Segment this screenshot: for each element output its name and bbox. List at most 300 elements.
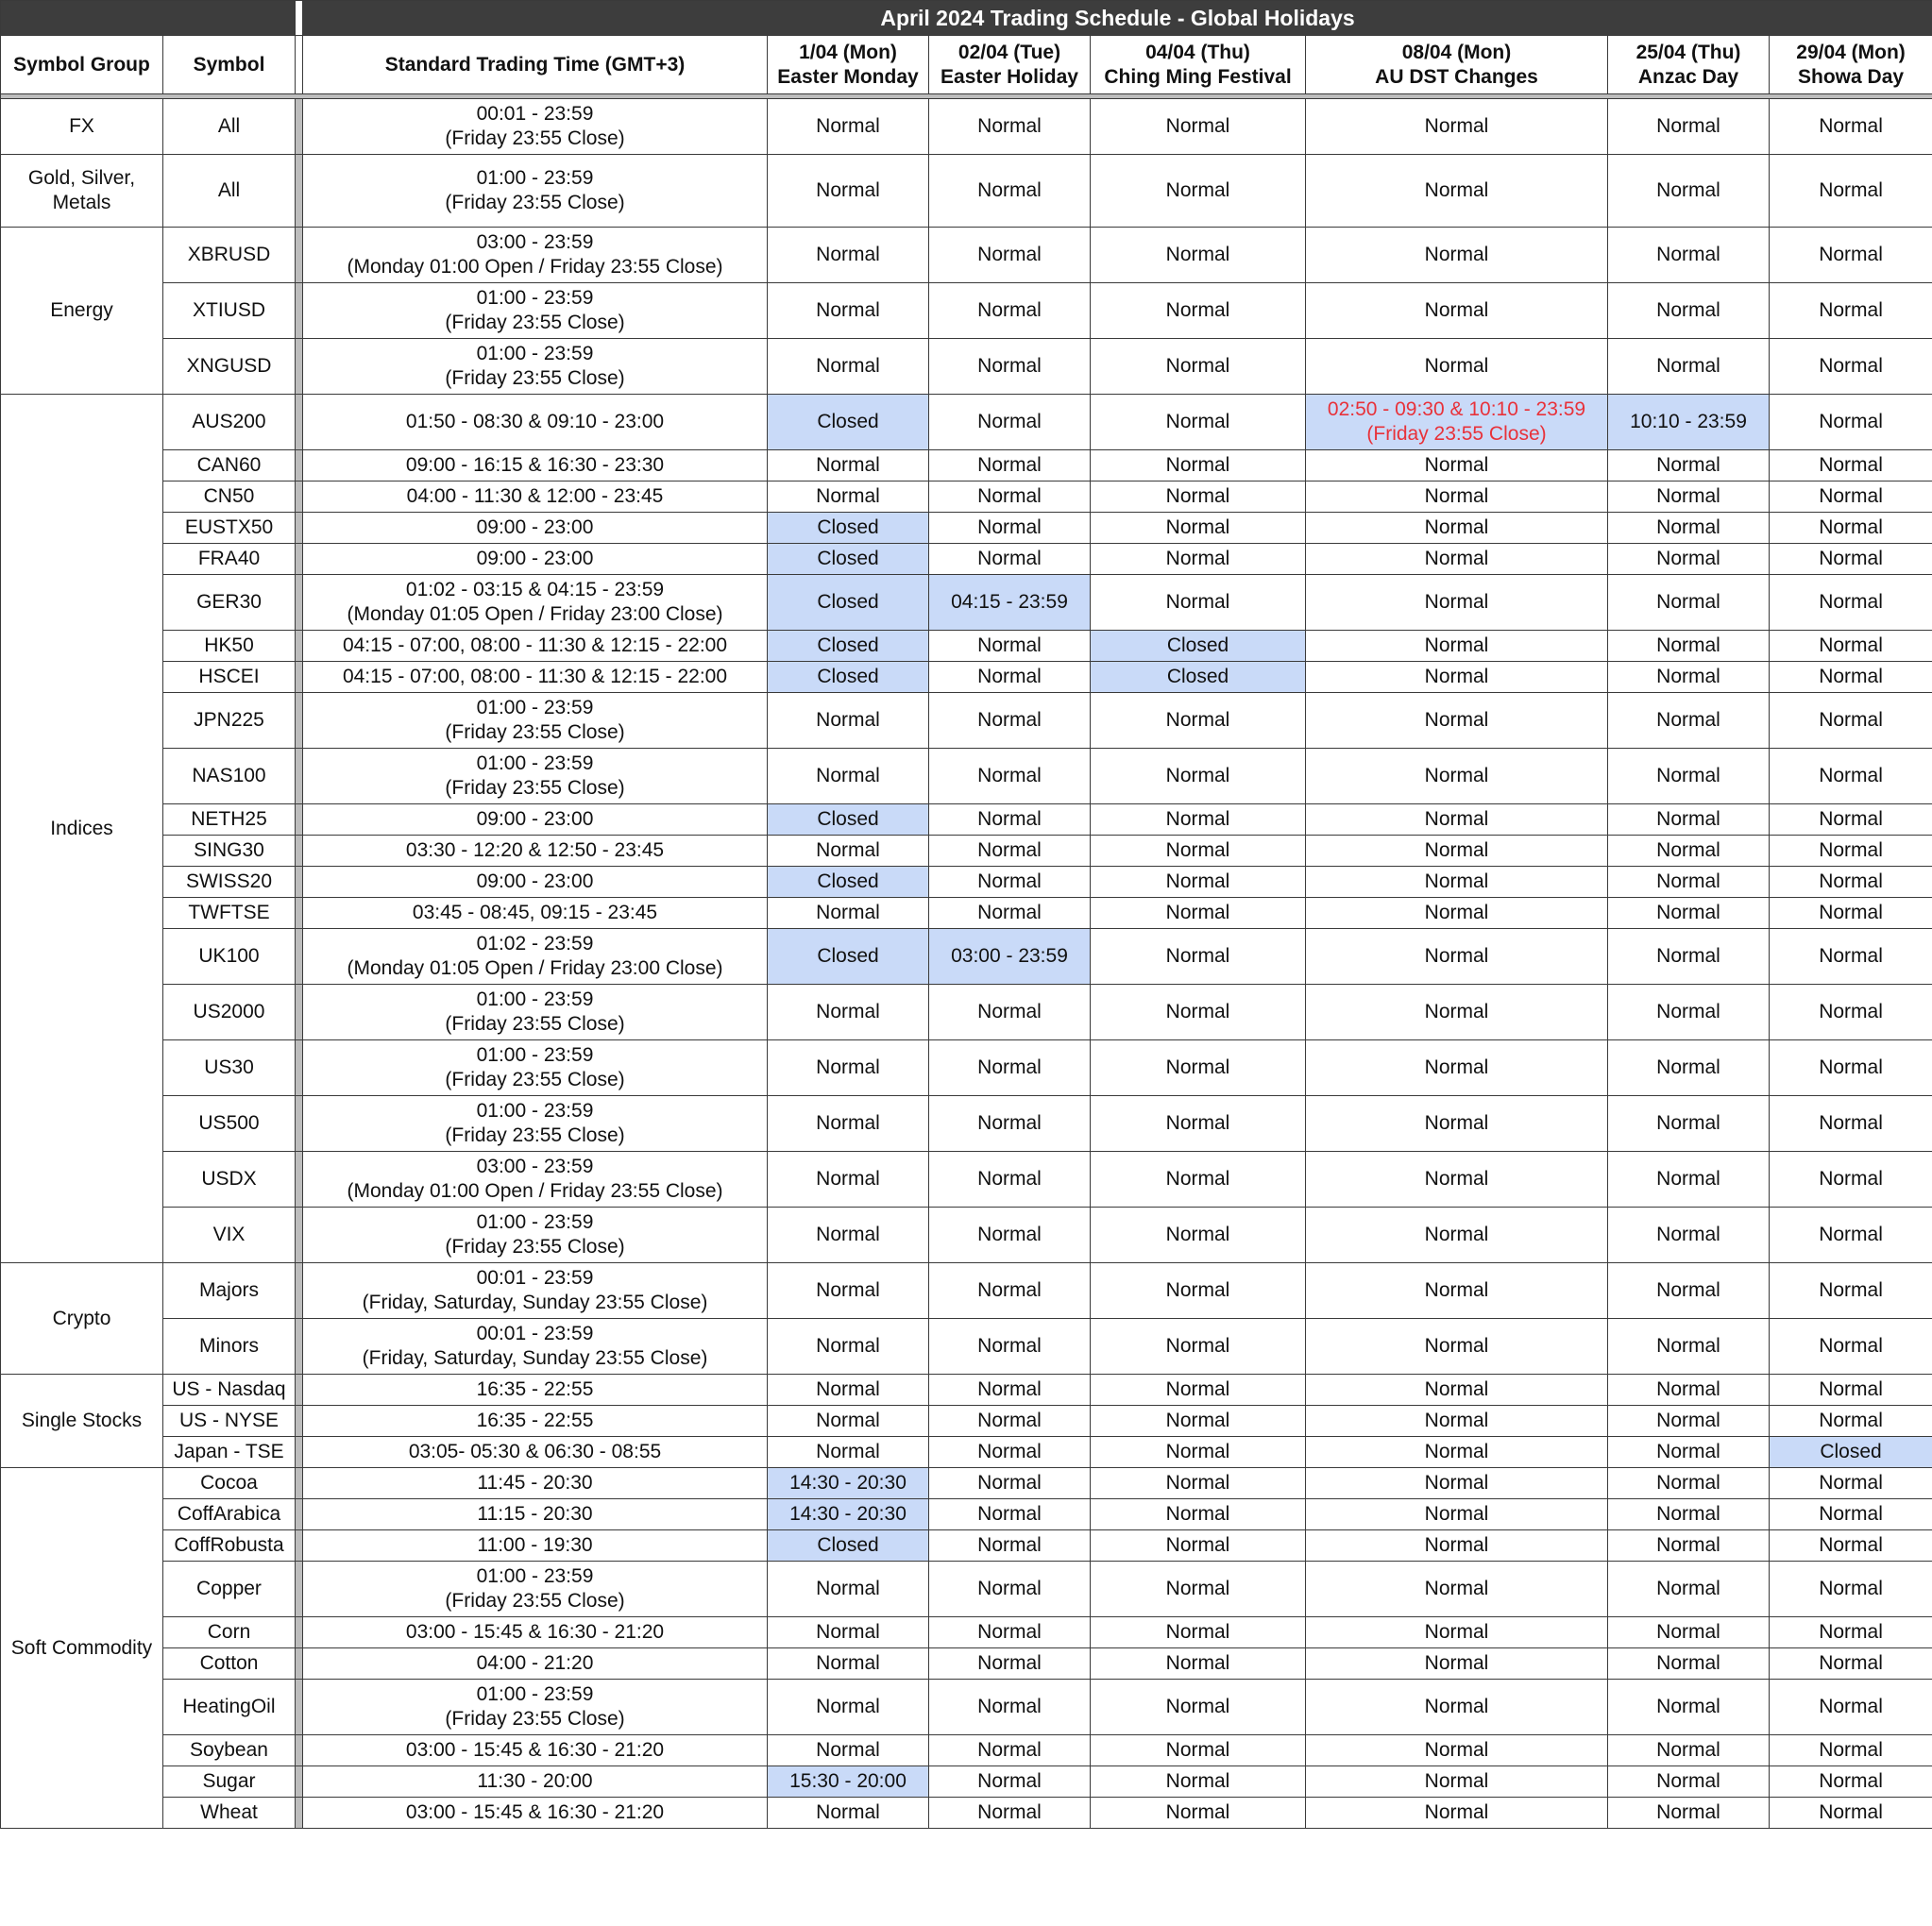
table-row bbox=[1, 1617, 1932, 1648]
day-status-cell: Normal bbox=[1770, 1152, 1932, 1208]
day-status-cell: Normal bbox=[768, 450, 929, 482]
day-status-cell: Normal bbox=[768, 228, 929, 283]
day-status-cell: Normal bbox=[768, 1680, 929, 1735]
column-separator bbox=[296, 836, 303, 867]
day-status-cell: Normal bbox=[1770, 283, 1932, 339]
day-status-cell: Normal bbox=[1770, 155, 1932, 228]
column-separator bbox=[296, 450, 303, 482]
symbol-cell: SING30 bbox=[163, 836, 296, 867]
day-status-cell: Normal bbox=[929, 662, 1091, 693]
header-day-holiday: Easter Monday bbox=[777, 65, 919, 88]
standard-time-cell bbox=[303, 1319, 768, 1375]
table-row bbox=[1, 693, 1932, 749]
column-separator bbox=[296, 1263, 303, 1319]
day-status-cell: Normal bbox=[1608, 929, 1770, 985]
standard-time-cell: 09:00 - 23:00 bbox=[303, 513, 768, 544]
day-status-cell: Normal bbox=[1608, 1798, 1770, 1829]
column-separator bbox=[296, 513, 303, 544]
day-status-cell: Normal bbox=[1608, 228, 1770, 283]
symbol-cell: Wheat bbox=[163, 1798, 296, 1829]
cell-line: (Friday 23:55 Close) bbox=[1366, 423, 1547, 445]
table-row bbox=[1, 804, 1932, 836]
header-day-3 bbox=[1091, 36, 1306, 94]
day-status-cell: Normal bbox=[1770, 99, 1932, 155]
day-status-cell: Closed bbox=[768, 867, 929, 898]
day-status-cell: Normal bbox=[1608, 662, 1770, 693]
cell-line: (Monday 01:00 Open / Friday 23:55 Close) bbox=[347, 1180, 723, 1202]
day-status-cell: Normal bbox=[1306, 1648, 1608, 1680]
day-status-cell: Normal bbox=[1306, 99, 1608, 155]
day-status-cell: Normal bbox=[1306, 1735, 1608, 1766]
day-status-cell: Normal bbox=[1770, 1766, 1932, 1798]
day-status-cell: Normal bbox=[1091, 482, 1306, 513]
day-status-cell: Normal bbox=[1770, 513, 1932, 544]
header-day-2 bbox=[929, 36, 1091, 94]
column-separator bbox=[296, 155, 303, 228]
day-status-cell: Normal bbox=[1608, 99, 1770, 155]
column-header-row bbox=[1, 36, 1932, 94]
column-separator bbox=[296, 804, 303, 836]
table-row bbox=[1, 99, 1932, 155]
symbol-cell: HK50 bbox=[163, 631, 296, 662]
day-status-cell: Normal bbox=[1306, 1499, 1608, 1530]
table-row bbox=[1, 283, 1932, 339]
cell-line: (Friday 23:55 Close) bbox=[445, 1590, 625, 1612]
day-status-cell: Normal bbox=[1091, 1798, 1306, 1829]
day-status-cell: Normal bbox=[1306, 929, 1608, 985]
symbol-cell: NETH25 bbox=[163, 804, 296, 836]
column-separator bbox=[296, 339, 303, 395]
day-status-cell: 15:30 - 20:00 bbox=[768, 1766, 929, 1798]
day-status-cell: Normal bbox=[1091, 1617, 1306, 1648]
day-status-cell: Normal bbox=[1091, 929, 1306, 985]
header-day-6 bbox=[1770, 36, 1932, 94]
day-status-cell: Normal bbox=[1608, 867, 1770, 898]
day-status-cell: Normal bbox=[929, 631, 1091, 662]
day-status-cell: Normal bbox=[1770, 836, 1932, 867]
day-status-cell: Normal bbox=[1091, 1096, 1306, 1152]
day-status-cell: Normal bbox=[1608, 804, 1770, 836]
day-status-cell: Normal bbox=[929, 749, 1091, 804]
day-status-cell: Normal bbox=[1608, 1680, 1770, 1735]
symbol-cell: All bbox=[163, 155, 296, 228]
table-row bbox=[1, 1766, 1932, 1798]
day-status-cell: Normal bbox=[1306, 339, 1608, 395]
table-row bbox=[1, 749, 1932, 804]
day-status-cell: Normal bbox=[1608, 1040, 1770, 1096]
table-row bbox=[1, 1208, 1932, 1263]
day-status-cell: Normal bbox=[1608, 1617, 1770, 1648]
day-status-cell: Normal bbox=[1608, 283, 1770, 339]
standard-time-cell bbox=[303, 155, 768, 228]
day-status-cell: 14:30 - 20:30 bbox=[768, 1499, 929, 1530]
day-status-cell: Normal bbox=[929, 1437, 1091, 1468]
day-status-cell: Normal bbox=[1306, 1437, 1608, 1468]
day-status-cell: Normal bbox=[1608, 1530, 1770, 1562]
day-status-cell: Normal bbox=[1608, 1208, 1770, 1263]
day-status-cell: Normal bbox=[1608, 1562, 1770, 1617]
day-status-cell: Closed bbox=[1091, 662, 1306, 693]
day-status-cell: Normal bbox=[929, 283, 1091, 339]
symbol-cell: CoffArabica bbox=[163, 1499, 296, 1530]
standard-time-cell: 16:35 - 22:55 bbox=[303, 1406, 768, 1437]
day-status-cell: Normal bbox=[929, 1680, 1091, 1735]
table-row bbox=[1, 450, 1932, 482]
column-separator bbox=[296, 575, 303, 631]
standard-time-cell bbox=[303, 99, 768, 155]
day-status-cell: 10:10 - 23:59 bbox=[1608, 395, 1770, 450]
cell-line: 03:00 - 23:59 bbox=[476, 1156, 594, 1177]
day-status-cell: Normal bbox=[1608, 450, 1770, 482]
symbol-cell: Majors bbox=[163, 1263, 296, 1319]
standard-time-cell: 03:00 - 15:45 & 16:30 - 21:20 bbox=[303, 1735, 768, 1766]
day-status-cell: Normal bbox=[1091, 99, 1306, 155]
day-status-cell: Normal bbox=[768, 693, 929, 749]
day-status-cell: Normal bbox=[1091, 228, 1306, 283]
day-status-cell: Normal bbox=[1306, 662, 1608, 693]
standard-time-cell bbox=[303, 1208, 768, 1263]
cell-line: 00:01 - 23:59 bbox=[476, 1267, 594, 1289]
day-status-cell: Normal bbox=[1770, 1040, 1932, 1096]
day-status-cell: Normal bbox=[1306, 482, 1608, 513]
standard-time-cell: 09:00 - 23:00 bbox=[303, 544, 768, 575]
day-status-cell: Normal bbox=[768, 1319, 929, 1375]
table-row bbox=[1, 1096, 1932, 1152]
day-status-cell: Normal bbox=[768, 1208, 929, 1263]
day-status-cell: Normal bbox=[1770, 804, 1932, 836]
column-separator bbox=[296, 395, 303, 450]
standard-time-cell: 11:30 - 20:00 bbox=[303, 1766, 768, 1798]
standard-time-cell bbox=[303, 228, 768, 283]
cell-line: 01:00 - 23:59 bbox=[476, 287, 594, 309]
cell-line: 01:00 - 23:59 bbox=[476, 167, 594, 189]
day-status-cell: Normal bbox=[1608, 1096, 1770, 1152]
day-status-cell: Normal bbox=[1608, 1375, 1770, 1406]
symbol-cell: XBRUSD bbox=[163, 228, 296, 283]
day-status-cell: Normal bbox=[1306, 450, 1608, 482]
symbol-cell: XNGUSD bbox=[163, 339, 296, 395]
day-status-cell: Closed bbox=[768, 631, 929, 662]
header-day-date: 29/04 (Mon) bbox=[1796, 41, 1906, 63]
symbol-cell: US - NYSE bbox=[163, 1406, 296, 1437]
day-status-cell: Normal bbox=[929, 693, 1091, 749]
column-separator bbox=[296, 631, 303, 662]
table-row bbox=[1, 1437, 1932, 1468]
day-status-cell: Normal bbox=[1306, 1096, 1608, 1152]
day-status-cell: Normal bbox=[1770, 482, 1932, 513]
day-status-cell: Normal bbox=[1306, 1152, 1608, 1208]
day-status-cell: Normal bbox=[1306, 693, 1608, 749]
day-status-cell: Normal bbox=[1770, 395, 1932, 450]
day-status-cell: Closed bbox=[768, 804, 929, 836]
day-status-cell: Normal bbox=[1608, 836, 1770, 867]
day-status-cell: Normal bbox=[1770, 749, 1932, 804]
day-status-cell: Normal bbox=[1306, 283, 1608, 339]
table-row bbox=[1, 155, 1932, 228]
table-row bbox=[1, 544, 1932, 575]
day-status-cell: Normal bbox=[1306, 836, 1608, 867]
day-status-cell: Normal bbox=[1770, 575, 1932, 631]
day-status-cell: 14:30 - 20:30 bbox=[768, 1468, 929, 1499]
cell-line: (Monday 01:05 Open / Friday 23:00 Close) bbox=[347, 603, 723, 625]
cell-line: (Friday 23:55 Close) bbox=[445, 312, 625, 333]
day-status-cell: Normal bbox=[1770, 1468, 1932, 1499]
day-status-cell: Normal bbox=[929, 1735, 1091, 1766]
day-status-cell: Normal bbox=[1306, 1375, 1608, 1406]
day-status-cell: Normal bbox=[1770, 1499, 1932, 1530]
day-status-cell: Normal bbox=[929, 804, 1091, 836]
standard-time-cell bbox=[303, 1096, 768, 1152]
day-status-cell: Normal bbox=[1306, 1798, 1608, 1829]
day-status-cell: Normal bbox=[929, 1406, 1091, 1437]
day-status-cell: Normal bbox=[1091, 898, 1306, 929]
table-row bbox=[1, 836, 1932, 867]
day-status-cell: Normal bbox=[1770, 1530, 1932, 1562]
cell-line: 01:02 - 03:15 & 04:15 - 23:59 bbox=[405, 579, 665, 600]
standard-time-cell: 04:15 - 07:00, 08:00 - 11:30 & 12:15 - 22:00 bbox=[303, 662, 768, 693]
day-status-cell: Normal bbox=[1091, 544, 1306, 575]
cell-line: (Friday 23:55 Close) bbox=[445, 127, 625, 149]
day-status-cell: Normal bbox=[1306, 1040, 1608, 1096]
cell-line: (Friday 23:55 Close) bbox=[445, 721, 625, 743]
day-status-cell: Normal bbox=[1770, 1208, 1932, 1263]
table-row bbox=[1, 1798, 1932, 1829]
day-status-cell: Normal bbox=[1770, 693, 1932, 749]
column-separator bbox=[296, 36, 303, 94]
symbol-cell: Soybean bbox=[163, 1735, 296, 1766]
symbol-group-cell: Indices bbox=[1, 395, 163, 1263]
cell-line: 00:01 - 23:59 bbox=[476, 103, 594, 125]
day-status-cell: Normal bbox=[929, 1208, 1091, 1263]
day-status-cell: Normal bbox=[1091, 1208, 1306, 1263]
table-row bbox=[1, 1040, 1932, 1096]
table-row bbox=[1, 1499, 1932, 1530]
symbol-cell: CoffRobusta bbox=[163, 1530, 296, 1562]
day-status-cell: Normal bbox=[1091, 1680, 1306, 1735]
day-status-cell: Normal bbox=[1608, 1319, 1770, 1375]
column-separator bbox=[296, 1468, 303, 1499]
symbol-cell: AUS200 bbox=[163, 395, 296, 450]
symbol-cell: FRA40 bbox=[163, 544, 296, 575]
cell-line: (Friday 23:55 Close) bbox=[445, 1124, 625, 1146]
column-separator bbox=[296, 662, 303, 693]
cell-line: (Friday 23:55 Close) bbox=[445, 1236, 625, 1258]
day-status-cell: Normal bbox=[1770, 544, 1932, 575]
day-status-cell: Normal bbox=[1091, 1562, 1306, 1617]
table-row bbox=[1, 395, 1932, 450]
day-status-cell: Normal bbox=[1091, 1375, 1306, 1406]
standard-time-cell bbox=[303, 693, 768, 749]
column-separator bbox=[296, 1375, 303, 1406]
day-status-cell: Normal bbox=[929, 985, 1091, 1040]
cell-line: Gold, Silver, bbox=[27, 167, 136, 189]
table-row bbox=[1, 1375, 1932, 1406]
column-separator bbox=[296, 1735, 303, 1766]
day-status-cell: Normal bbox=[1091, 749, 1306, 804]
cell-line: Metals bbox=[52, 192, 111, 213]
day-status-cell: Normal bbox=[1091, 867, 1306, 898]
standard-time-cell bbox=[303, 1263, 768, 1319]
standard-time-cell bbox=[303, 749, 768, 804]
column-separator bbox=[296, 929, 303, 985]
column-separator bbox=[296, 1208, 303, 1263]
symbol-cell: Copper bbox=[163, 1562, 296, 1617]
column-separator bbox=[296, 1562, 303, 1617]
symbol-cell: US500 bbox=[163, 1096, 296, 1152]
day-status-cell: Normal bbox=[1608, 693, 1770, 749]
symbol-cell: HSCEI bbox=[163, 662, 296, 693]
header-day-date: 08/04 (Mon) bbox=[1401, 41, 1512, 63]
column-separator bbox=[296, 1437, 303, 1468]
header-day-date: 25/04 (Thu) bbox=[1635, 41, 1741, 63]
day-status-cell: Normal bbox=[1091, 575, 1306, 631]
cell-line: (Friday, Saturday, Sunday 23:55 Close) bbox=[362, 1347, 708, 1369]
symbol-cell: VIX bbox=[163, 1208, 296, 1263]
standard-time-cell bbox=[303, 985, 768, 1040]
symbol-cell: Japan - TSE bbox=[163, 1437, 296, 1468]
cell-line: (Friday, Saturday, Sunday 23:55 Close) bbox=[362, 1292, 708, 1313]
symbol-cell: Cocoa bbox=[163, 1468, 296, 1499]
day-status-cell: Normal bbox=[1608, 1263, 1770, 1319]
title-row bbox=[1, 1, 1932, 36]
day-status-cell: Normal bbox=[1306, 155, 1608, 228]
column-separator bbox=[296, 1530, 303, 1562]
column-separator bbox=[296, 749, 303, 804]
day-status-cell: Normal bbox=[768, 836, 929, 867]
day-status-cell: Closed bbox=[768, 929, 929, 985]
day-status-cell: 04:15 - 23:59 bbox=[929, 575, 1091, 631]
cell-line: 01:00 - 23:59 bbox=[476, 1044, 594, 1066]
table-row bbox=[1, 929, 1932, 985]
day-status-cell: Normal bbox=[1770, 898, 1932, 929]
day-status-cell: Closed bbox=[1091, 631, 1306, 662]
symbol-cell: SWISS20 bbox=[163, 867, 296, 898]
table-row bbox=[1, 1680, 1932, 1735]
day-status-cell: Normal bbox=[1770, 1263, 1932, 1319]
table-row bbox=[1, 898, 1932, 929]
day-status-cell: Normal bbox=[1770, 1648, 1932, 1680]
day-status-cell: Closed bbox=[768, 575, 929, 631]
day-status-cell: Normal bbox=[929, 898, 1091, 929]
symbol-group-cell bbox=[1, 155, 163, 228]
standard-time-cell: 03:45 - 08:45, 09:15 - 23:45 bbox=[303, 898, 768, 929]
title-blank bbox=[1, 1, 296, 36]
standard-time-cell: 16:35 - 22:55 bbox=[303, 1375, 768, 1406]
day-status-cell: Normal bbox=[1770, 1562, 1932, 1617]
day-status-cell: Normal bbox=[1608, 749, 1770, 804]
schedule-body bbox=[1, 99, 1932, 1829]
day-status-cell: Normal bbox=[1306, 1766, 1608, 1798]
day-status-cell: Normal bbox=[929, 1766, 1091, 1798]
day-status-cell: Normal bbox=[1608, 1766, 1770, 1798]
day-status-cell: Normal bbox=[1608, 1437, 1770, 1468]
day-status-cell: Normal bbox=[1091, 985, 1306, 1040]
header-day-holiday: Anzac Day bbox=[1637, 65, 1739, 88]
cell-line: 01:00 - 23:59 bbox=[476, 1100, 594, 1122]
column-separator bbox=[296, 1680, 303, 1735]
day-status-cell: Normal bbox=[1306, 749, 1608, 804]
cell-line: 01:00 - 23:59 bbox=[476, 752, 594, 774]
day-status-cell: Normal bbox=[929, 867, 1091, 898]
header-day-date: 04/04 (Thu) bbox=[1145, 41, 1250, 63]
day-status-cell: Normal bbox=[1770, 1798, 1932, 1829]
column-separator bbox=[296, 1499, 303, 1530]
symbol-cell: Sugar bbox=[163, 1766, 296, 1798]
day-status-cell: Normal bbox=[1608, 482, 1770, 513]
day-status-cell: Normal bbox=[929, 836, 1091, 867]
day-status-cell: Normal bbox=[1306, 1530, 1608, 1562]
page-title: April 2024 Trading Schedule - Global Holidays bbox=[303, 1, 1932, 36]
day-status-cell: Normal bbox=[768, 99, 929, 155]
day-status-cell: Normal bbox=[1608, 1648, 1770, 1680]
header-day-1 bbox=[768, 36, 929, 94]
day-status-cell: Normal bbox=[929, 1096, 1091, 1152]
day-status-cell: Normal bbox=[768, 1040, 929, 1096]
day-status-cell: Normal bbox=[1770, 450, 1932, 482]
day-status-cell: Normal bbox=[1608, 575, 1770, 631]
day-status-cell: Closed bbox=[768, 1530, 929, 1562]
symbol-cell: CAN60 bbox=[163, 450, 296, 482]
cell-line: 01:00 - 23:59 bbox=[476, 1565, 594, 1587]
standard-time-cell: 09:00 - 23:00 bbox=[303, 867, 768, 898]
day-status-cell: Normal bbox=[1091, 1437, 1306, 1468]
standard-time-cell: 11:00 - 19:30 bbox=[303, 1530, 768, 1562]
standard-time-cell: 04:00 - 21:20 bbox=[303, 1648, 768, 1680]
cell-line: (Friday 23:55 Close) bbox=[445, 1013, 625, 1035]
day-status-cell: Normal bbox=[1770, 339, 1932, 395]
cell-line: 00:01 - 23:59 bbox=[476, 1323, 594, 1344]
day-status-cell: Normal bbox=[1608, 898, 1770, 929]
symbol-group-cell: Single Stocks bbox=[1, 1375, 163, 1468]
cell-line: 01:00 - 23:59 bbox=[476, 1211, 594, 1233]
cell-line: 01:00 - 23:59 bbox=[476, 1683, 594, 1705]
standard-time-cell: 09:00 - 23:00 bbox=[303, 804, 768, 836]
standard-time-cell: 09:00 - 16:15 & 16:30 - 23:30 bbox=[303, 450, 768, 482]
header-day-5 bbox=[1608, 36, 1770, 94]
day-status-cell: Closed bbox=[768, 513, 929, 544]
cell-line: (Monday 01:05 Open / Friday 23:00 Close) bbox=[347, 957, 723, 979]
day-status-cell: Normal bbox=[1770, 631, 1932, 662]
cell-line: (Friday 23:55 Close) bbox=[445, 1069, 625, 1090]
day-status-cell: Normal bbox=[1306, 513, 1608, 544]
day-status-cell: Normal bbox=[1608, 1152, 1770, 1208]
cell-line: 01:00 - 23:59 bbox=[476, 988, 594, 1010]
day-status-cell: Normal bbox=[768, 1562, 929, 1617]
day-status-cell: Normal bbox=[1091, 1766, 1306, 1798]
header-symbol-group: Symbol Group bbox=[1, 36, 163, 94]
day-status-cell: Normal bbox=[929, 1152, 1091, 1208]
cell-line: (Friday 23:55 Close) bbox=[445, 367, 625, 389]
day-status-cell: Normal bbox=[768, 1648, 929, 1680]
standard-time-cell bbox=[303, 1152, 768, 1208]
day-status-cell: Normal bbox=[1306, 1208, 1608, 1263]
column-separator bbox=[296, 228, 303, 283]
day-status-cell: Closed bbox=[768, 395, 929, 450]
day-status-cell: Normal bbox=[768, 1798, 929, 1829]
day-status-cell: Normal bbox=[1608, 631, 1770, 662]
cell-line: 02:50 - 09:30 & 10:10 - 23:59 bbox=[1327, 398, 1586, 420]
day-status-cell: Normal bbox=[1091, 1319, 1306, 1375]
header-day-4 bbox=[1306, 36, 1608, 94]
day-status-cell: Normal bbox=[768, 898, 929, 929]
cell-line: (Monday 01:00 Open / Friday 23:55 Close) bbox=[347, 256, 723, 278]
standard-time-cell: 11:15 - 20:30 bbox=[303, 1499, 768, 1530]
symbol-cell: JPN225 bbox=[163, 693, 296, 749]
column-separator bbox=[296, 898, 303, 929]
symbol-cell: US30 bbox=[163, 1040, 296, 1096]
day-status-cell: Normal bbox=[929, 99, 1091, 155]
day-status-cell: Normal bbox=[929, 1499, 1091, 1530]
